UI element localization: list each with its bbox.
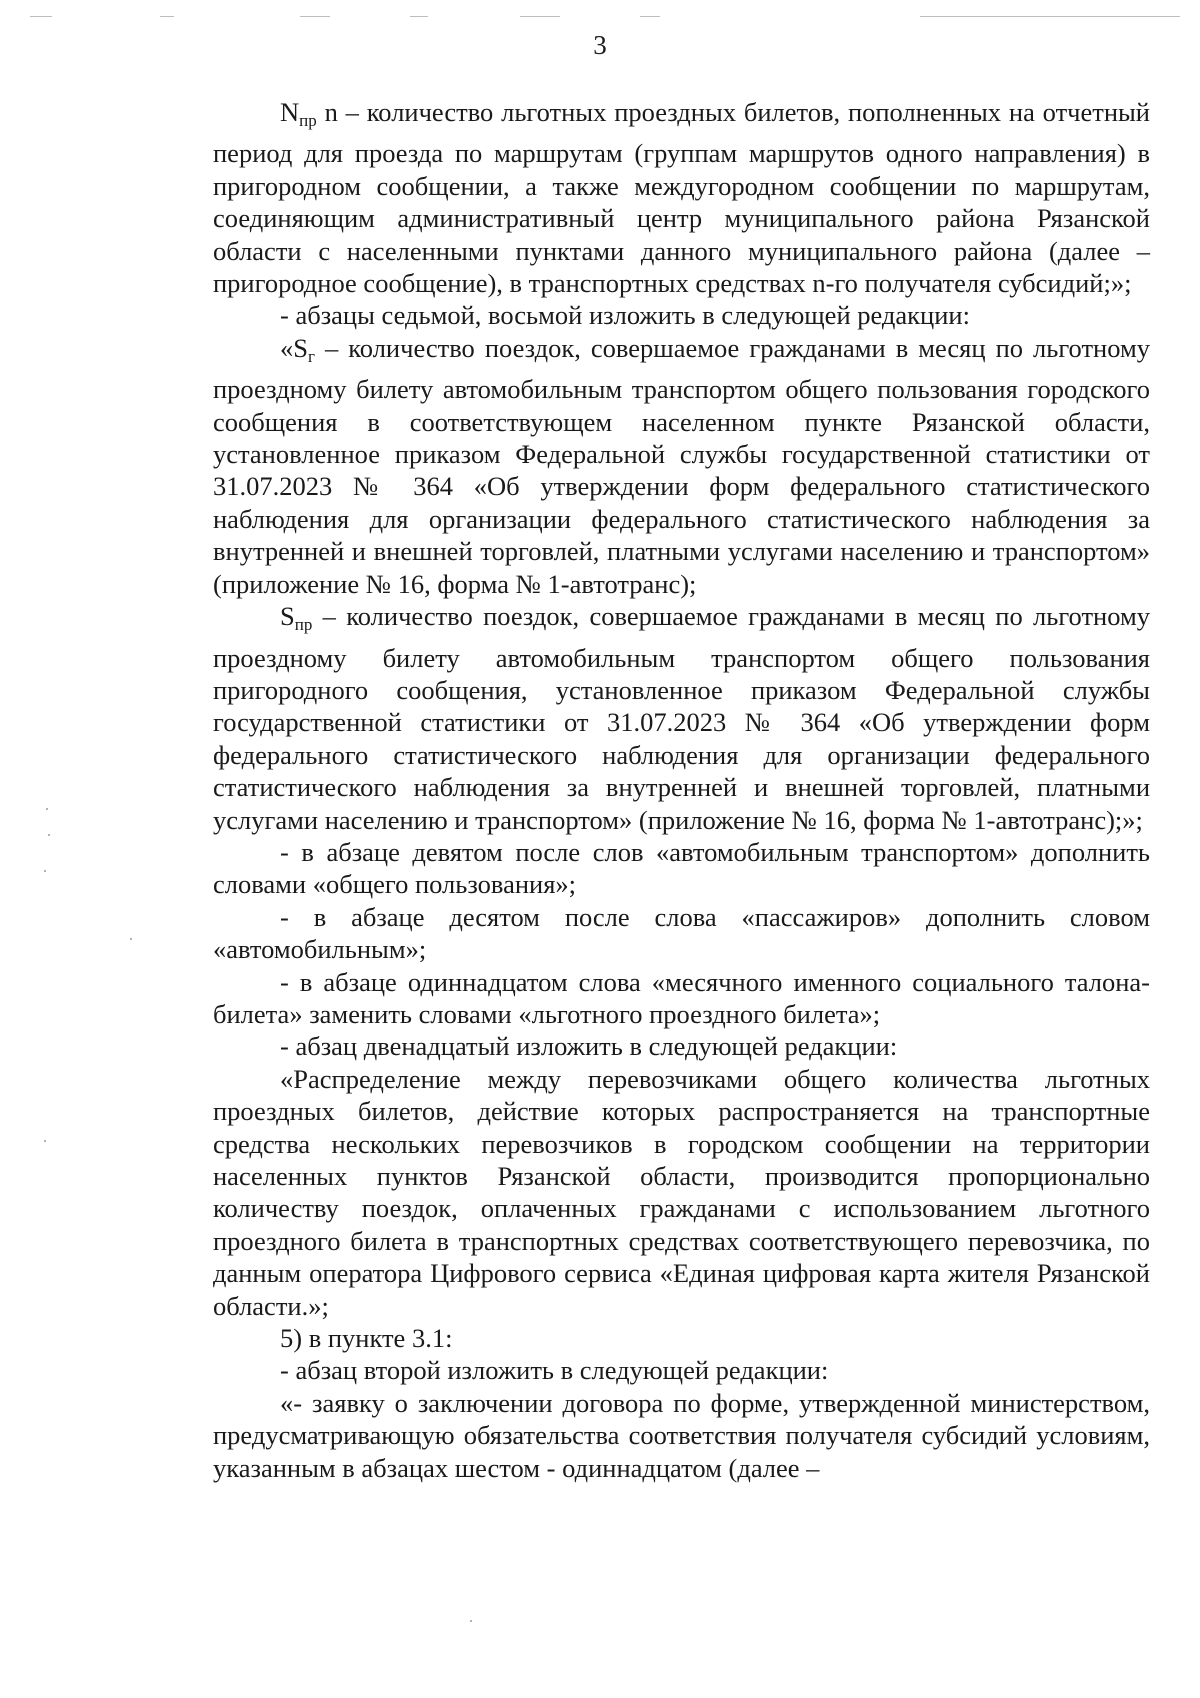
paragraph: - в абзаце десятом после слова «пассажиров» дополнить словом «автомобильным»; — [213, 901, 1150, 965]
scan-dot — [44, 1140, 46, 1142]
paragraph: $S_{пр}$ – количество поездок, совершаемое гражданами в месяц по льготному проездному билету автомобильным транспортом общего пользования пригородного сообщения, установленное приказом Федеральной службы государственной статистики от 31.07.2023 № 364 «Об утверждении форм федерального статистического наблюдения для организации федерального статистического наблюдения за внутренней и внешней торговлей, платными услугами населению и транспортом» (приложение № 16, форма № 1-автотранс);»; — [213, 601, 1150, 835]
paragraph: - в абзаце девятом после слов «автомобильным транспортом» дополнить словами «общего пользования»; — [213, 836, 1150, 900]
scan-line — [640, 16, 660, 17]
scan-line — [920, 16, 1180, 17]
paragraph: «- заявку о заключении договора по форме, утвержденной министерством, предусматривающую обязательства соответствия получателя субсидий условиям, указанным в абзацах шестом - одиннадцатом (далее – — [213, 1387, 1150, 1483]
scan-line — [300, 16, 330, 17]
paragraph: - абзацы седьмой, восьмой изложить в следующей редакции: — [280, 300, 970, 331]
paragraph: 5) в пункте 3.1: — [280, 1323, 453, 1354]
paragraph: «Распределение между перевозчиками общего количества льготных проездных билетов, действие которых распространяется на транспортные средства нескольких перевозчиков в городском сообщении на территории населенных пунктов Рязанской области, производится пропорционально количеству поездок, оплаченных гражданами с использованием льготного проездного билета в транспортных средствах соответствующего перевозчика, по данным оператора Цифрового сервиса «Единая цифровая карта жителя Рязанской области.»; — [213, 1063, 1150, 1321]
paragraph: - абзац второй изложить в следующей редакции: — [280, 1355, 829, 1386]
paragraph: - абзац двенадцатый изложить в следующей редакции: — [280, 1031, 898, 1062]
paragraph: «$S_г$ – количество поездок, совершаемое гражданами в месяц по льготному проездному билету автомобильным транспортом общего пользования городского сообщения в соответствующем населенном пункте Рязанской области, установленное приказом Федеральной службы государственной статистики от 31.07.2023 № 364 «Об утверждении форм федерального статистического наблюдения для организации федерального статистического наблюдения за внутренней и внешней торговлей, платными услугами населению и транспортом» (приложение № 16, форма № 1-автотранс); — [213, 332, 1150, 599]
scan-dot — [130, 938, 132, 940]
scan-dot — [48, 834, 50, 836]
scan-line — [410, 16, 428, 17]
scan-dot — [44, 870, 46, 872]
page-number: 3 — [593, 30, 607, 60]
scan-line — [160, 16, 174, 17]
paragraph: $N_{пр}$ n – количество льготных проездных билетов, пополненных на отчетный период для проезда по маршрутам (группам маршрутов одного направления) в пригородном сообщении, а также междугородном сообщении по маршрутам, соединяющим административный центр муниципального района Рязанской области с населенными пунктами данного муниципального района (далее – пригородное сообщение), в транспортных средствах n-го получателя субсидий;»; — [213, 97, 1150, 299]
scan-line — [30, 16, 52, 17]
scan-dot — [46, 808, 48, 810]
document-body — [213, 96, 1150, 1484]
scan-line — [520, 16, 560, 17]
scan-dot — [470, 1620, 472, 1622]
paragraph: - в абзаце одиннадцатом слова «месячного именного социального талона-билета» заменить словами «льготного проездного билета»; — [213, 966, 1150, 1029]
